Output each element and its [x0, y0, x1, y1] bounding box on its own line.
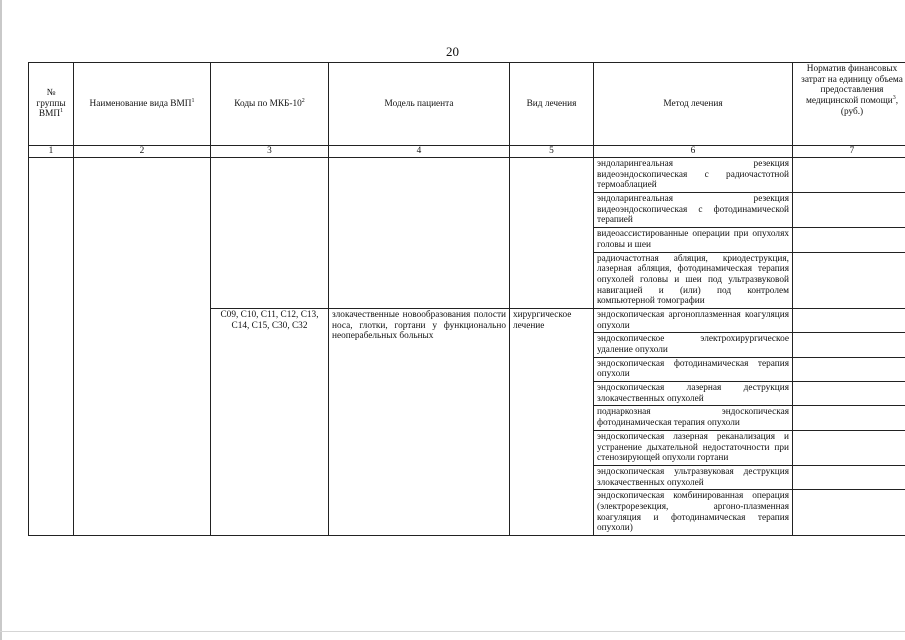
group-number-cell [29, 158, 74, 536]
header-cost-norm: Норматив финансовых затрат на единицу объема предоставления медицинской помощи$^3$, (руб.) [793, 63, 905, 146]
column-number: 1 [29, 146, 74, 158]
treatment-method-cell: поднаркозная эндоскопическая фотодинамическая терапия опухоли [594, 406, 793, 430]
treatment-method-cell: радиочастотная абляция, криодеструкция, лазерная абляция, фотодинамическая терапия опухолей головы и шеи под ультразвуковой навигацией и (или) под контролем компьютерной томографии [594, 252, 793, 308]
header-group-number: № группы ВМП$^1$ [29, 63, 74, 146]
page-number: 20 [446, 44, 459, 59]
header-treatment-type: Вид лечения [510, 63, 594, 146]
treatment-type-cell: хирургическое лечение [510, 308, 594, 535]
header-patient-model: Модель пациента [329, 63, 510, 146]
patient-model-cell: злокачественные новообразования полости носа, глотки, гортани у функционально неоперабельных больных [329, 308, 510, 535]
cost-norm-cell [793, 252, 905, 308]
icd-codes-cell [211, 158, 329, 309]
column-number: 6 [594, 146, 793, 158]
header-vmp-name: Наименование вида ВМП$^1$ [74, 63, 211, 146]
column-number: 4 [329, 146, 510, 158]
patient-model-cell [329, 158, 510, 309]
treatment-method-cell: эндоскопическая ультразвуковая деструкция злокачественных опухолей [594, 465, 793, 489]
cost-norm-cell [793, 465, 905, 489]
cost-norm-cell [793, 158, 905, 193]
vmp-table [28, 62, 905, 536]
cost-norm-cell [793, 406, 905, 430]
treatment-method-cell: видеоассистированные операции при опухолях головы и шеи [594, 228, 793, 252]
column-number: 2 [74, 146, 211, 158]
treatment-method-cell: эндоларингеальная резекция видеоэндоскопическая с радиочастотной термоаблацией [594, 158, 793, 193]
column-number: 7 [793, 146, 905, 158]
treatment-method-cell: эндоскопическая аргоноплазменная коагуляция опухоли [594, 308, 793, 332]
cost-norm-cell [793, 308, 905, 332]
treatment-method-cell: эндоларингеальная резекция видеоэндоскопическая с фотодинамической терапией [594, 193, 793, 228]
cost-norm-cell [793, 333, 905, 357]
cost-norm-cell [793, 357, 905, 381]
treatment-type-cell [510, 158, 594, 309]
header-icd-codes: Коды по МКБ-$10^2$ [211, 63, 329, 146]
header-treatment-method: Метод лечения [594, 63, 793, 146]
vmp-name-cell [74, 158, 211, 536]
treatment-method-cell: эндоскопическая фотодинамическая терапия опухоли [594, 357, 793, 381]
cost-norm-cell [793, 430, 905, 465]
cost-norm-cell [793, 382, 905, 406]
treatment-method-cell: эндоскопическая лазерная деструкция злокачественных опухолей [594, 382, 793, 406]
header-row [29, 63, 905, 146]
treatment-method-cell: эндоскопическое электрохирургическое удаление опухоли [594, 333, 793, 357]
column-number-row [29, 146, 905, 158]
table-row [29, 158, 905, 193]
cost-norm-cell [793, 228, 905, 252]
column-number: 5 [510, 146, 594, 158]
icd-codes-cell: C09, C10, C11, C12, C13, C14, C15, C30, C32 [211, 308, 329, 535]
cost-norm-cell [793, 490, 905, 536]
scan-left-edge [0, 0, 2, 640]
scan-bottom-edge [0, 631, 905, 632]
cost-norm-cell [793, 193, 905, 228]
column-number: 3 [211, 146, 329, 158]
treatment-method-cell: эндоскопическая комбинированная операция (электрорезекция, аргоно-плазменная коагуляция и фотодинамическая терапия опухоли) [594, 490, 793, 536]
treatment-method-cell: эндоскопическая лазерная реканализация и устранение дыхательной недостаточности при стенозирующей опухоли гортани [594, 430, 793, 465]
